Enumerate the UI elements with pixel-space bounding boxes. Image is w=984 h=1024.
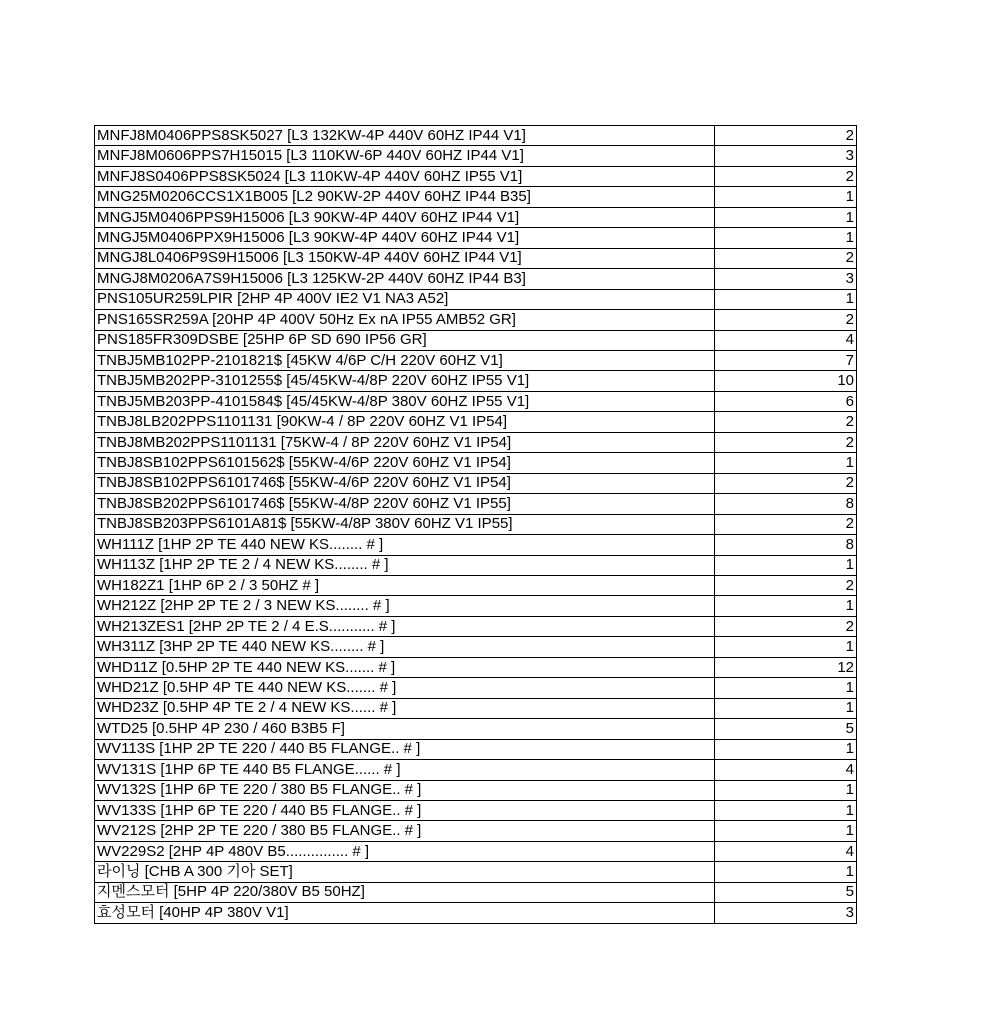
- quantity-cell: 10: [715, 371, 857, 391]
- quantity-cell: 2: [715, 248, 857, 268]
- table-row: [95, 698, 857, 718]
- quantity-cell: 3: [715, 903, 857, 923]
- item-description-cell: TNBJ5MB102PP-2101821$ [45KW 4/6P C/H 220V 60HZ V1]: [95, 350, 715, 370]
- quantity-cell: 3: [715, 146, 857, 166]
- table-row: [95, 903, 857, 923]
- table-row: [95, 616, 857, 636]
- quantity-cell: 1: [715, 800, 857, 820]
- quantity-cell: 1: [715, 780, 857, 800]
- item-description-cell: PNS185FR309DSBE [25HP 6P SD 690 IP56 GR]: [95, 330, 715, 350]
- table-row: [95, 269, 857, 289]
- quantity-cell: 4: [715, 760, 857, 780]
- quantity-cell: 8: [715, 535, 857, 555]
- item-description-cell: PNS165SR259A [20HP 4P 400V 50Hz Ex nA IP55 AMB52 GR]: [95, 310, 715, 330]
- quantity-cell: 5: [715, 882, 857, 902]
- quantity-cell: 12: [715, 657, 857, 677]
- table-row: [95, 739, 857, 759]
- quantity-cell: 2: [715, 166, 857, 186]
- inventory-table: [94, 125, 857, 924]
- table-row: [95, 228, 857, 248]
- item-description-cell: WV132S [1HP 6P TE 220 / 380 B5 FLANGE.. # ]: [95, 780, 715, 800]
- inventory-table-body: [95, 126, 857, 924]
- item-description-cell: WH182Z1 [1HP 6P 2 / 3 50HZ # ]: [95, 575, 715, 595]
- item-description-cell: MNFJ8M0406PPS8SK5027 [L3 132KW-4P 440V 60HZ IP44 V1]: [95, 126, 715, 146]
- table-row: [95, 596, 857, 616]
- item-description-cell: TNBJ8MB202PPS1101131 [75KW-4 / 8P 220V 60HZ V1 IP54]: [95, 432, 715, 452]
- quantity-cell: 2: [715, 514, 857, 534]
- item-description-cell: MNFJ8M0606PPS7H15015 [L3 110KW-6P 440V 60HZ IP44 V1]: [95, 146, 715, 166]
- quantity-cell: 6: [715, 391, 857, 411]
- item-description-cell: 라이닝 [CHB A 300 기아 SET]: [95, 862, 715, 882]
- item-description-cell: TNBJ5MB203PP-4101584$ [45/45KW-4/8P 380V 60HZ IP55 V1]: [95, 391, 715, 411]
- item-description-cell: MNGJ5M0406PPS9H15006 [L3 90KW-4P 440V 60HZ IP44 V1]: [95, 207, 715, 227]
- item-description-cell: PNS105UR259LPIR [2HP 4P 400V IE2 V1 NA3 A52]: [95, 289, 715, 309]
- table-row: [95, 657, 857, 677]
- quantity-cell: 1: [715, 555, 857, 575]
- item-description-cell: WV212S [2HP 2P TE 220 / 380 B5 FLANGE.. # ]: [95, 821, 715, 841]
- item-description-cell: TNBJ8LB202PPS1101131 [90KW-4 / 8P 220V 60HZ V1 IP54]: [95, 412, 715, 432]
- item-description-cell: MNFJ8S0406PPS8SK5024 [L3 110KW-4P 440V 60HZ IP55 V1]: [95, 166, 715, 186]
- table-row: [95, 310, 857, 330]
- quantity-cell: 1: [715, 862, 857, 882]
- quantity-cell: 2: [715, 616, 857, 636]
- quantity-cell: 2: [715, 412, 857, 432]
- table-row: [95, 821, 857, 841]
- table-row: [95, 882, 857, 902]
- item-description-cell: WV133S [1HP 6P TE 220 / 440 B5 FLANGE.. # ]: [95, 800, 715, 820]
- item-description-cell: WH113Z [1HP 2P TE 2 / 4 NEW KS........ # ]: [95, 555, 715, 575]
- table-row: [95, 535, 857, 555]
- table-row: [95, 412, 857, 432]
- item-description-cell: 효성모터 [40HP 4P 380V V1]: [95, 903, 715, 923]
- item-description-cell: MNGJ8M0206A7S9H15006 [L3 125KW-2P 440V 60HZ IP44 B3]: [95, 269, 715, 289]
- quantity-cell: 2: [715, 126, 857, 146]
- item-description-cell: WH213ZES1 [2HP 2P TE 2 / 4 E.S........... # ]: [95, 616, 715, 636]
- table-row: [95, 760, 857, 780]
- quantity-cell: 1: [715, 289, 857, 309]
- item-description-cell: TNBJ8SB102PPS6101746$ [55KW-4/6P 220V 60HZ V1 IP54]: [95, 473, 715, 493]
- quantity-cell: 1: [715, 678, 857, 698]
- quantity-cell: 7: [715, 350, 857, 370]
- item-description-cell: TNBJ8SB102PPS6101562$ [55KW-4/6P 220V 60HZ V1 IP54]: [95, 453, 715, 473]
- item-description-cell: WV131S [1HP 6P TE 440 B5 FLANGE...... # ]: [95, 760, 715, 780]
- quantity-cell: 2: [715, 575, 857, 595]
- quantity-cell: 3: [715, 269, 857, 289]
- table-row: [95, 350, 857, 370]
- quantity-cell: 1: [715, 821, 857, 841]
- table-row: [95, 494, 857, 514]
- table-row: [95, 514, 857, 534]
- table-row: [95, 289, 857, 309]
- item-description-cell: WV229S2 [2HP 4P 480V B5............... # ]: [95, 841, 715, 861]
- quantity-cell: 2: [715, 310, 857, 330]
- item-description-cell: WH111Z [1HP 2P TE 440 NEW KS........ # ]: [95, 535, 715, 555]
- table-row: [95, 166, 857, 186]
- quantity-cell: 2: [715, 473, 857, 493]
- quantity-cell: 1: [715, 637, 857, 657]
- table-row: [95, 146, 857, 166]
- table-row: [95, 187, 857, 207]
- item-description-cell: MNG25M0206CCS1X1B005 [L2 90KW-2P 440V 60HZ IP44 B35]: [95, 187, 715, 207]
- table-row: [95, 432, 857, 452]
- item-description-cell: 지멘스모터 [5HP 4P 220/380V B5 50HZ]: [95, 882, 715, 902]
- table-row: [95, 780, 857, 800]
- quantity-cell: 1: [715, 207, 857, 227]
- item-description-cell: MNGJ8L0406P9S9H15006 [L3 150KW-4P 440V 60HZ IP44 V1]: [95, 248, 715, 268]
- table-row: [95, 330, 857, 350]
- table-row: [95, 678, 857, 698]
- item-description-cell: WTD25 [0.5HP 4P 230 / 460 B3B5 F]: [95, 719, 715, 739]
- table-row: [95, 391, 857, 411]
- quantity-cell: 1: [715, 453, 857, 473]
- item-description-cell: TNBJ8SB202PPS6101746$ [55KW-4/8P 220V 60HZ V1 IP55]: [95, 494, 715, 514]
- item-description-cell: WHD23Z [0.5HP 4P TE 2 / 4 NEW KS...... # ]: [95, 698, 715, 718]
- item-description-cell: WH311Z [3HP 2P TE 440 NEW KS........ # ]: [95, 637, 715, 657]
- item-description-cell: WHD11Z [0.5HP 2P TE 440 NEW KS....... # ]: [95, 657, 715, 677]
- table-row: [95, 126, 857, 146]
- table-row: [95, 637, 857, 657]
- item-description-cell: TNBJ8SB203PPS6101A81$ [55KW-4/8P 380V 60HZ V1 IP55]: [95, 514, 715, 534]
- quantity-cell: 1: [715, 698, 857, 718]
- quantity-cell: 1: [715, 228, 857, 248]
- quantity-cell: 5: [715, 719, 857, 739]
- quantity-cell: 4: [715, 841, 857, 861]
- item-description-cell: WH212Z [2HP 2P TE 2 / 3 NEW KS........ # ]: [95, 596, 715, 616]
- quantity-cell: 2: [715, 432, 857, 452]
- table-row: [95, 371, 857, 391]
- table-row: [95, 453, 857, 473]
- table-row: [95, 800, 857, 820]
- quantity-cell: 8: [715, 494, 857, 514]
- quantity-cell: 1: [715, 739, 857, 759]
- table-row: [95, 473, 857, 493]
- table-row: [95, 841, 857, 861]
- item-description-cell: TNBJ5MB202PP-3101255$ [45/45KW-4/8P 220V 60HZ IP55 V1]: [95, 371, 715, 391]
- table-row: [95, 555, 857, 575]
- quantity-cell: 1: [715, 187, 857, 207]
- table-row: [95, 862, 857, 882]
- item-description-cell: WV113S [1HP 2P TE 220 / 440 B5 FLANGE.. # ]: [95, 739, 715, 759]
- table-row: [95, 207, 857, 227]
- item-description-cell: WHD21Z [0.5HP 4P TE 440 NEW KS....... # ]: [95, 678, 715, 698]
- table-row: [95, 575, 857, 595]
- quantity-cell: 1: [715, 596, 857, 616]
- item-description-cell: MNGJ5M0406PPX9H15006 [L3 90KW-4P 440V 60HZ IP44 V1]: [95, 228, 715, 248]
- quantity-cell: 4: [715, 330, 857, 350]
- table-row: [95, 248, 857, 268]
- table-row: [95, 719, 857, 739]
